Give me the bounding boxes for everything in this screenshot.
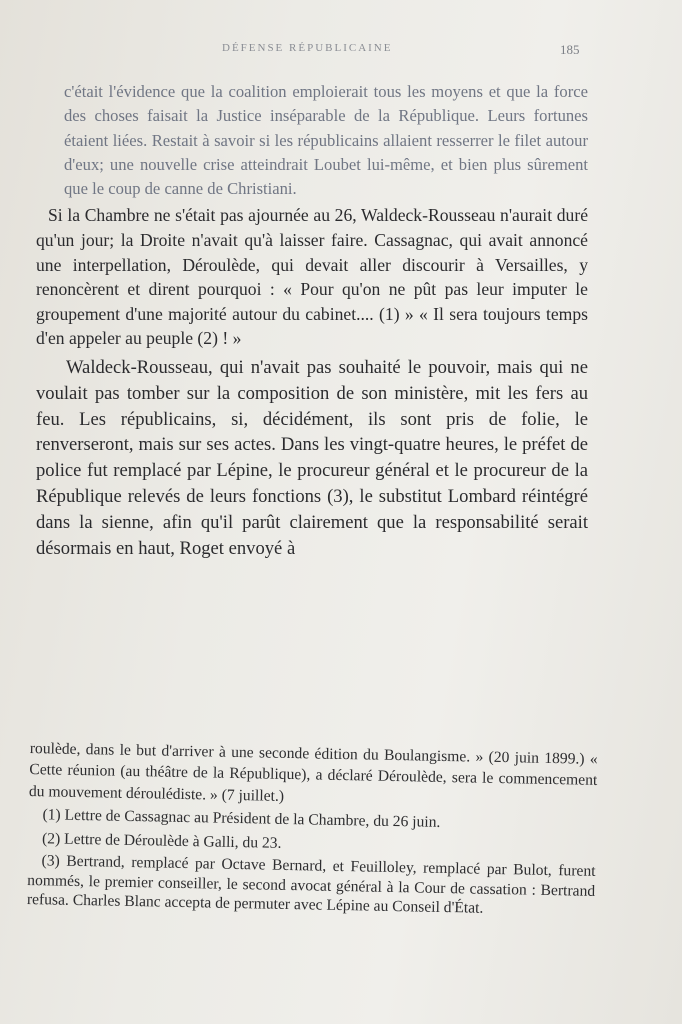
paragraph-2: Si la Chambre ne s'était pas ajournée au 26, Waldeck-Rousseau n'aurait duré qu'un jour; la Droite n'avait qu'à laisser faire. Cassagnac, qui avait annoncé une interpellation, Déroulède, qui devait aller discourir à Versailles, y renoncèrent et dirent pourquoi : « Pour qu'on ne pût pas leur imputer le groupement d'une majorité autour du cabinet.... (1) » « Il sera toujours temps d'en appeler au peuple (2) ! » <box>36 205 588 349</box>
page-header <box>0 42 682 62</box>
paragraph-1: c'était l'évidence que la coalition emploierait tous les moyens et que la force des choses faisait la Justice inséparable de la République. Leurs fortunes étaient liées. Restait à savoir si les républicains allaient resserrer le filet autour d'eux; une nouvelle crise atteindrait Loubet lui-même, et bien plus sûrement que le coup de canne de Christiani. <box>64 82 588 199</box>
main-text <box>36 80 588 561</box>
paragraph-3: Waldeck-Rousseau, qui n'avait pas souhaité le pouvoir, mais qui ne voulait pas tomber sur la composition de son ministère, mit les fers au feu. Les républicains, si, décidément, ils sont pris de folie, le renverseront, mais sur ses actes. Dans les vingt-quatre heures, le préfet de police fut remplacé par Lépine, le procureur général et le procureur de la République relevés de leurs fonctions (3), le substitut Lombard réintégré dans la sienne, afin qu'il parût clairement que la responsabilité serait désormais en haut, Roget envoyé à <box>36 357 588 559</box>
footnote-2: (2) Lettre de Déroulède à Galli, du 23. <box>41 829 282 852</box>
running-title: DÉFENSE RÉPUBLICAINE <box>222 42 393 54</box>
footnotes <box>27 738 598 921</box>
footnote-1: (1) Lettre de Cassagnac au Président de la Chambre, du 26 juin. <box>42 806 441 832</box>
footnote-3: (3) Bertrand, remplacé par Octave Bernard, et Feuilloley, remplacé par Bulot, furent nommés, le premier conseiller, le second avocat général à la Cour de cassation : Bertrand refusa. Charles Blanc accepta de permuter avec Lépine au Conseil d'État. <box>26 852 596 917</box>
footnote-continued: roulède, dans le but d'arriver à une seconde édition du Boulangisme. » (20 juin 1899.) « Cette réunion (au théâtre de la République), a déclaré Déroulède, sera le commencement du mouvement déroulédiste. » (7 juillet.) <box>28 739 598 805</box>
page-number: 185 <box>560 42 580 57</box>
